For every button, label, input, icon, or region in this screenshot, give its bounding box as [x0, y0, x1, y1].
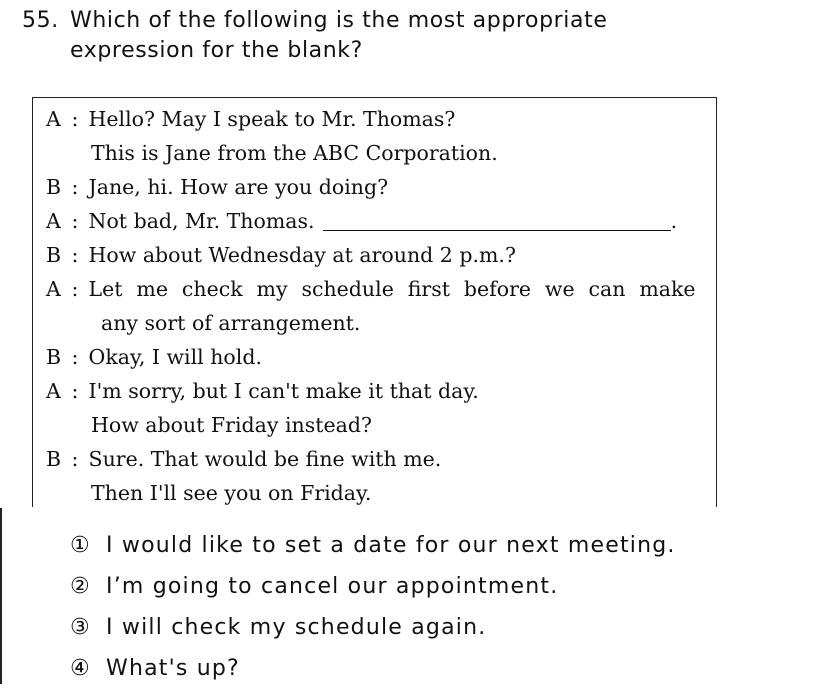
- question-number: 55.: [22, 8, 59, 33]
- speaker-colon: :: [71, 277, 79, 301]
- speaker-label: B: [46, 243, 62, 267]
- speaker-colon: :: [71, 379, 79, 403]
- speaker-label: A: [46, 107, 61, 131]
- question-line-1: Which of the following is the most appropriate: [70, 8, 608, 33]
- dialogue-turn: [46, 442, 716, 476]
- speaker-colon: :: [71, 107, 79, 131]
- question-stem: [22, 6, 802, 66]
- blank-period: .: [670, 209, 678, 233]
- utterance: Not bad, Mr. Thomas.: [88, 209, 315, 233]
- speaker-colon: :: [71, 345, 79, 369]
- utterance: Okay, I will hold.: [88, 345, 262, 369]
- dialogue-turn: [46, 340, 716, 374]
- speaker-colon: :: [71, 447, 79, 471]
- utterance-continuation: Then I'll see you on Friday.: [91, 481, 372, 505]
- utterance: Sure. That would be fine with me.: [88, 447, 442, 471]
- option-text: I would like to set a date for our next meeting.: [106, 533, 676, 558]
- speaker-label: A: [46, 277, 61, 301]
- speaker-label: B: [46, 447, 62, 471]
- speaker-colon: :: [71, 243, 79, 267]
- utterance: Let me check my schedule first before we can make: [88, 277, 696, 301]
- option-text: What's up?: [106, 656, 240, 681]
- left-margin-rule: [0, 508, 2, 684]
- speaker-label: A: [46, 379, 61, 403]
- option-2[interactable]: [70, 569, 676, 610]
- dialogue-box: [32, 97, 717, 507]
- option-3[interactable]: [70, 610, 676, 651]
- utterance-continuation: This is Jane from the ABC Corporation.: [91, 141, 498, 165]
- dialogue-turn: [46, 238, 716, 272]
- speaker-label: A: [46, 209, 61, 233]
- utterance: Jane, hi. How are you doing?: [88, 175, 389, 199]
- dialogue-turn: [46, 204, 716, 238]
- utterance: Hello? May I speak to Mr. Thomas?: [88, 107, 456, 131]
- answer-blank: [323, 229, 671, 231]
- answer-options: [70, 528, 676, 692]
- speaker-colon: :: [71, 209, 79, 233]
- option-marker: ④: [70, 656, 91, 681]
- question-line-2: expression for the blank?: [70, 38, 363, 63]
- speaker-colon: :: [71, 175, 79, 199]
- dialogue-turn: [46, 170, 716, 204]
- utterance-continuation: How about Friday instead?: [91, 413, 372, 437]
- dialogue-turn: [46, 272, 716, 306]
- option-4[interactable]: [70, 651, 676, 692]
- utterance: I'm sorry, but I can't make it that day.: [88, 379, 479, 403]
- option-marker: ③: [70, 615, 91, 640]
- option-1[interactable]: [70, 528, 676, 569]
- option-text: I will check my schedule again.: [106, 615, 487, 640]
- utterance: How about Wednesday at around 2 p.m.?: [88, 243, 516, 267]
- dialogue-turn: [46, 102, 716, 136]
- option-marker: ②: [70, 574, 91, 599]
- dialogue-turn: [46, 374, 716, 408]
- option-text: I’m going to cancel our appointment.: [106, 574, 559, 599]
- speaker-label: B: [46, 345, 62, 369]
- utterance-continuation: any sort of arrangement.: [101, 311, 361, 335]
- speaker-label: B: [46, 175, 62, 199]
- option-marker: ①: [70, 533, 91, 558]
